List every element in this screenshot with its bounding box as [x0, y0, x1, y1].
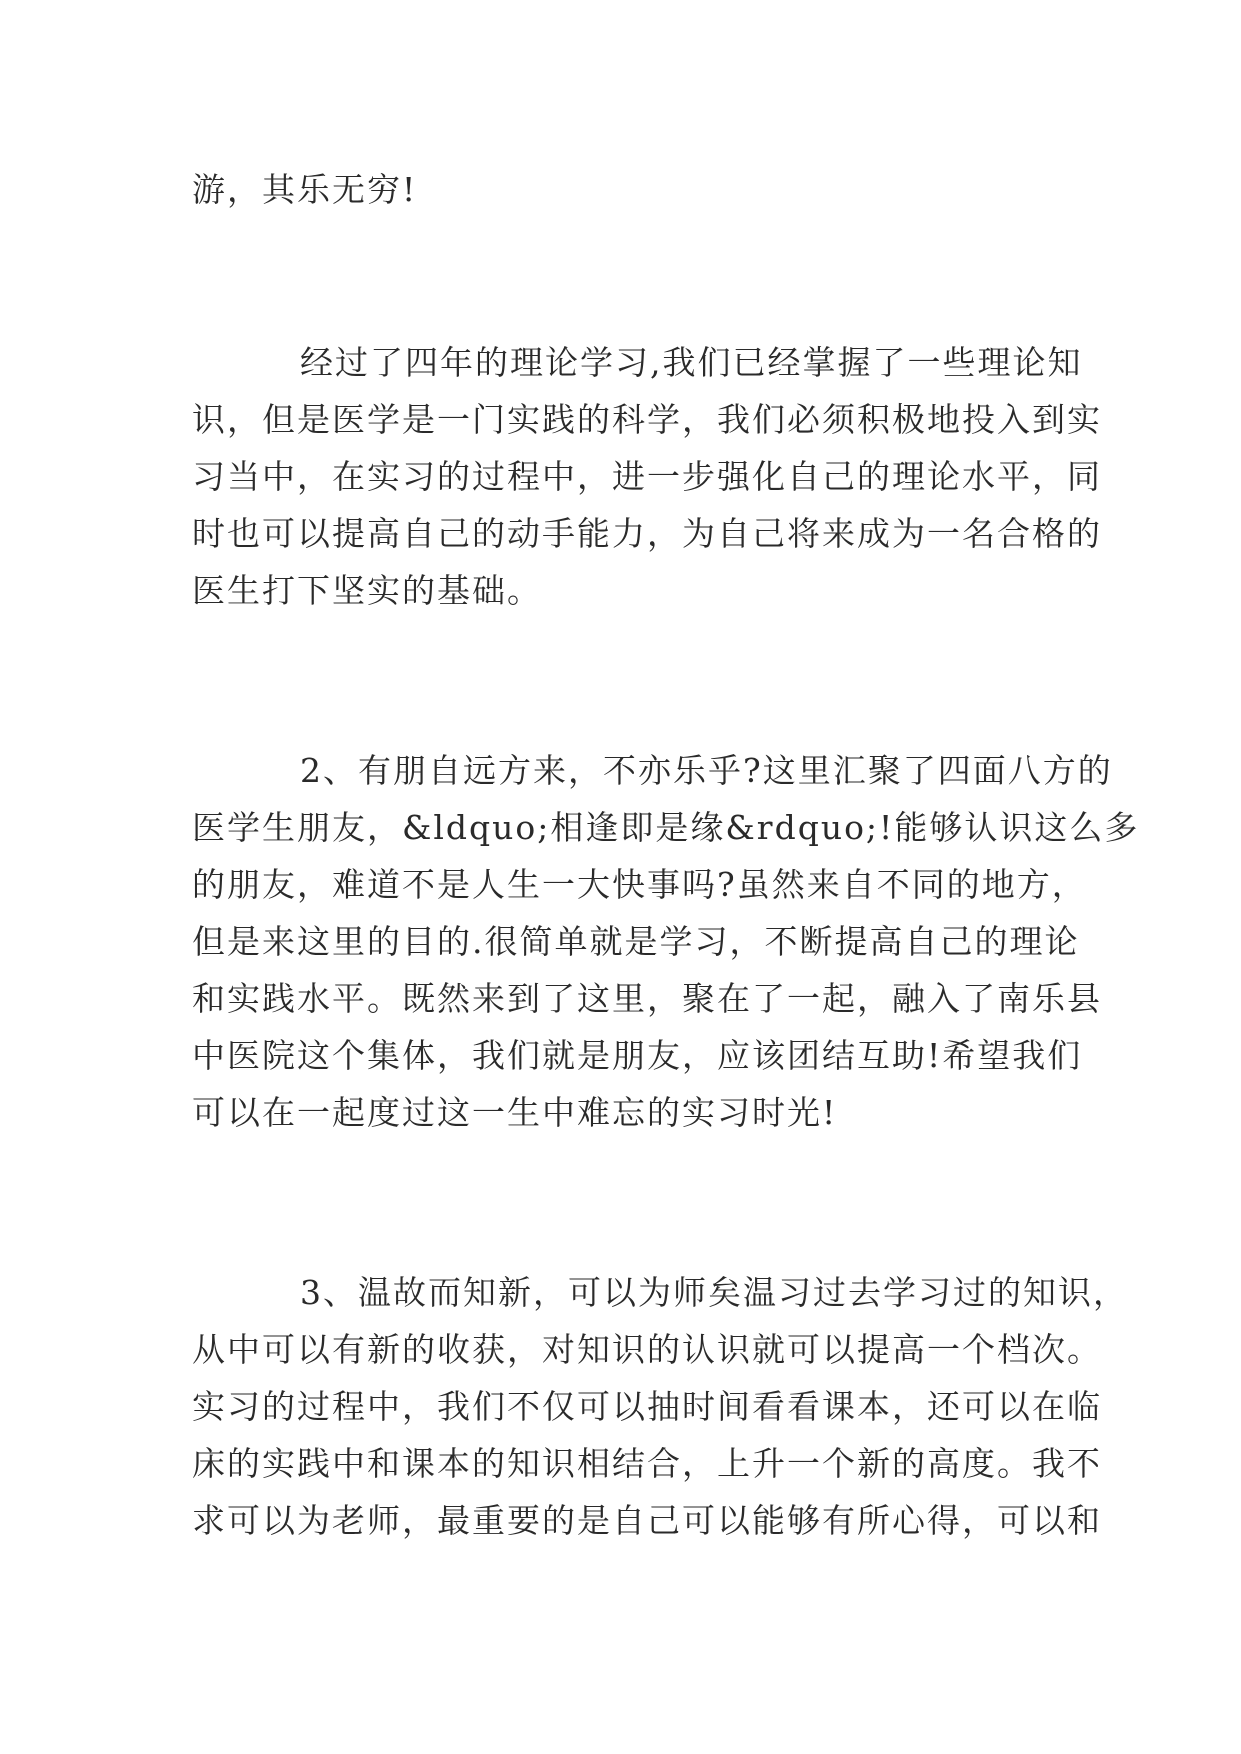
text-line: 求可以为老师，最重要的是自己可以能够有所心得，可以和	[192, 1501, 1102, 1540]
text-line: 3、温故而知新，可以为师矣温习过去学习过的知识，	[300, 1273, 1128, 1312]
paragraph-point-2	[192, 742, 1140, 1141]
text-line: 从中可以有新的收获，对知识的认识就可以提高一个档次。	[192, 1330, 1102, 1369]
text-line: 2、有朋自远方来，不亦乐乎?这里汇聚了四面八方的	[300, 751, 1113, 790]
text-line: 可以在一起度过这一生中难忘的实习时光!	[192, 1093, 838, 1132]
text-line: 医生打下坚实的基础。	[192, 571, 542, 610]
text-line: 床的实践中和课本的知识相结合，上升一个新的高度。我不	[192, 1444, 1102, 1483]
text-line: 游，其乐无穷!	[192, 170, 418, 209]
text-line: 的朋友，难道不是人生一大快事吗?虽然来自不同的地方，	[192, 865, 1087, 904]
text-line: 中医院这个集体，我们就是朋友，应该团结互助!希望我们	[192, 1036, 1083, 1075]
paragraph-point-3	[192, 1264, 1128, 1549]
text-line: 但是来这里的目的.很简单就是学习，不断提高自己的理论	[192, 922, 1080, 961]
text-line: 习当中，在实习的过程中，进一步强化自己的理论水平，同	[192, 457, 1102, 496]
text-line: 时也可以提高自己的动手能力，为自己将来成为一名合格的	[192, 514, 1102, 553]
text-line: 实习的过程中，我们不仅可以抽时间看看课本，还可以在临	[192, 1387, 1102, 1426]
paragraph-continuation	[192, 161, 1072, 218]
text-line: 经过了四年的理论学习,我们已经掌握了一些理论知	[300, 343, 1083, 382]
text-line: 识，但是医学是一门实践的科学，我们必须积极地投入到实	[192, 400, 1102, 439]
paragraph-theory-study	[192, 334, 1102, 619]
text-line: 和实践水平。既然来到了这里，聚在了一起，融入了南乐县	[192, 979, 1102, 1018]
text-line: 医学生朋友，&ldquo;相逢即是缘&rdquo;!能够认识这么多	[192, 808, 1140, 847]
